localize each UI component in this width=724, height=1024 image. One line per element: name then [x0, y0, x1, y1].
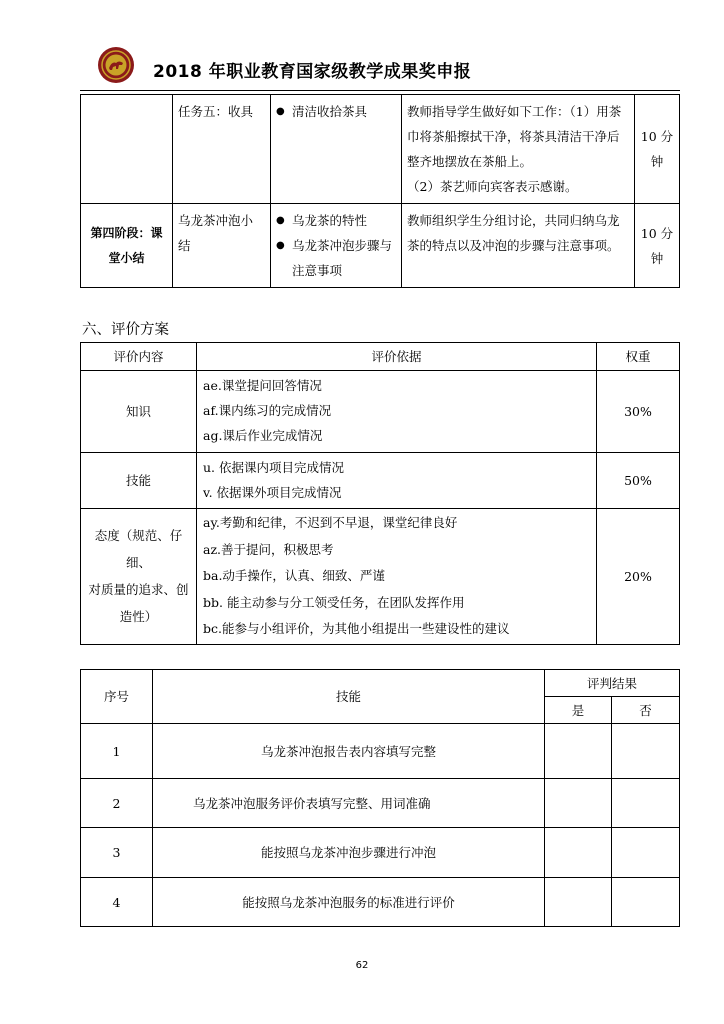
list-item: ● 清洁收拾茶具 — [276, 99, 396, 124]
skill-cell: 能按照乌龙茶冲泡服务的标准进行评价 — [153, 878, 545, 927]
activity-cell — [402, 95, 635, 204]
time-line: 钟 — [650, 154, 664, 169]
content-cell: 技能 — [81, 453, 197, 509]
page-number: 62 — [355, 960, 369, 971]
skill-cell: 乌龙茶冲泡服务评价表填写完整、用词准确 — [153, 779, 545, 828]
table-row — [81, 95, 680, 204]
task-cell: 任务五：收具 — [173, 95, 271, 204]
activity-line: （2）茶艺师向宾客表示感谢。 — [407, 179, 578, 194]
column-header: 序号 — [81, 670, 153, 724]
content-line: 态度（规范、仔细、 — [94, 528, 183, 571]
table-row — [81, 828, 680, 878]
basis-item: bb. 能主动参与分工领受任务，在团队发挥作用 — [203, 594, 465, 610]
section-heading: 六、评价方案 — [82, 322, 169, 338]
task-line: 结 — [178, 238, 191, 253]
column-header: 技能 — [153, 670, 545, 724]
points-cell — [271, 95, 402, 204]
time-line: 10 分 — [640, 129, 674, 144]
time-cell — [635, 204, 680, 288]
row-number: 3 — [81, 828, 153, 878]
time-line: 钟 — [650, 250, 664, 266]
activity-line: 教师指导学生做好如下工作：（1）用茶 — [407, 104, 622, 119]
basis-item: u. 依据课内项目完成情况 — [203, 460, 344, 475]
column-header: 是 — [545, 697, 612, 724]
table-header-row — [81, 670, 680, 697]
content-line: 造性） — [119, 609, 158, 625]
activity-line: 教师组织学生分组讨论，共同归纳乌龙 — [407, 213, 620, 228]
page-title: 2018 年职业教育国家级教学成果奖申报 — [153, 62, 472, 82]
skill-cell: 能按照乌龙茶冲泡步骤进行冲泡 — [153, 828, 545, 878]
table-header-row — [81, 343, 680, 371]
no-cell — [612, 828, 680, 878]
table-row — [81, 878, 680, 927]
table-row — [81, 724, 680, 779]
column-header: 权重 — [597, 343, 680, 371]
basis-item: az.善于提问，积极思考 — [203, 541, 334, 557]
basis-item: ae.课堂提问回答情况 — [203, 378, 322, 393]
skills-checklist-table — [80, 669, 680, 927]
time-line: 10 分 — [640, 225, 674, 241]
row-number: 2 — [81, 779, 153, 828]
activity-line: 整齐地摆放在茶船上。 — [407, 154, 533, 169]
content-line: 对质量的追求、创 — [88, 582, 189, 598]
time-cell — [635, 95, 680, 204]
column-header: 否 — [612, 697, 680, 724]
row-number: 1 — [81, 724, 153, 779]
weight-cell: 20% — [597, 509, 680, 645]
no-cell — [612, 779, 680, 828]
basis-cell — [197, 453, 597, 509]
basis-item: ba.动手操作，认真、细致、严谨 — [203, 568, 385, 583]
list-item: ● 乌龙茶的特性 — [276, 208, 396, 233]
stage-line: 堂小结 — [108, 250, 145, 265]
column-header: 评价依据 — [197, 343, 597, 371]
teaching-process-table — [80, 94, 680, 288]
yes-cell — [545, 779, 612, 828]
content-cell — [81, 509, 197, 645]
points-cell — [271, 204, 402, 288]
basis-item: bc.能参与小组评价，为其他小组提出一些建设性的建议 — [203, 621, 510, 636]
column-header: 评价内容 — [81, 343, 197, 371]
basis-cell — [197, 371, 597, 453]
task-cell — [173, 204, 271, 288]
no-cell — [612, 878, 680, 927]
basis-item: af.课内练习的完成情况 — [203, 403, 332, 418]
basis-item: v. 依据课外项目完成情况 — [203, 485, 342, 500]
weight-cell: 30% — [597, 371, 680, 453]
basis-item: ag.课后作业完成情况 — [203, 428, 323, 443]
table-row — [81, 779, 680, 828]
table-row — [81, 509, 680, 645]
weight-cell: 50% — [597, 453, 680, 509]
stage-cell — [81, 204, 173, 288]
activity-line: 巾将茶船擦拭干净，将茶具清洁干净后 — [407, 129, 620, 144]
column-header: 评判结果 — [545, 670, 680, 697]
skill-cell: 乌龙茶冲泡报告表内容填写完整 — [153, 724, 545, 779]
basis-cell — [197, 509, 597, 645]
table-row — [81, 204, 680, 288]
stage-line: 第四阶段：课 — [90, 225, 163, 240]
basis-item: ay.考勤和纪律，不迟到不早退，课堂纪律良好 — [203, 515, 458, 530]
evaluation-table — [80, 342, 680, 645]
yes-cell — [545, 828, 612, 878]
row-number: 4 — [81, 878, 153, 927]
school-seal-logo-icon — [97, 46, 135, 84]
stage-cell — [81, 95, 173, 204]
header-divider — [80, 90, 680, 91]
page-header — [80, 38, 680, 94]
table-row — [81, 371, 680, 453]
yes-cell — [545, 724, 612, 779]
list-item: ● 乌龙茶冲泡步骤与注意事项 — [276, 233, 396, 283]
activity-cell — [402, 204, 635, 288]
no-cell — [612, 724, 680, 779]
yes-cell — [545, 878, 612, 927]
task-line: 乌龙茶冲泡小 — [178, 213, 254, 228]
table-row — [81, 453, 680, 509]
activity-line: 茶的特点以及冲泡的步骤与注意事项。 — [407, 238, 620, 253]
content-cell: 知识 — [81, 371, 197, 453]
